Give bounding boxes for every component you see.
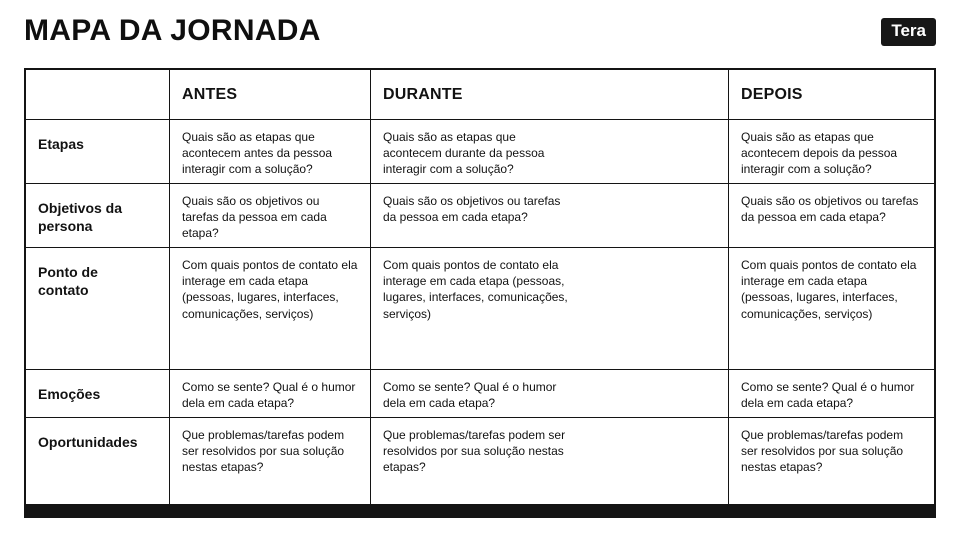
table-cell-oportunidades-durante: Que problemas/tarefas podem ser resolvidos por sua solução nestas etapas? [371,418,729,505]
table-cell-etapas-durante: Quais são as etapas que acontecem durante da pessoa interagir com a solução? [371,120,729,184]
bottom-accent-bar [26,505,934,516]
row-label-objetivos [26,184,170,248]
table-cell-ponto-depois: Com quais pontos de contato ela interage em cada etapa (pessoas, lugares, interfaces, comunicações, serviços) [729,248,934,370]
table-cell-objetivos-durante: Quais são os objetivos ou tarefas da pessoa em cada etapa? [371,184,729,248]
table-cell-ponto-antes: Com quais pontos de contato ela interage em cada etapa (pessoas, lugares, interfaces, comunicações, serviços) [170,248,371,370]
column-header-durante: DURANTE [371,70,729,120]
table-cell-etapas-antes: Quais são as etapas que acontecem antes da pessoa interagir com a solução? [170,120,371,184]
table-cell-ponto-durante: Com quais pontos de contato ela interage em cada etapa (pessoas, lugares, interfaces, comunicações, serviços) [371,248,729,370]
row-label-etapas [26,120,170,184]
row-label-oportunidades [26,418,170,505]
table-cell-objetivos-depois: Quais são os objetivos ou tarefas da pessoa em cada etapa? [729,184,934,248]
row-label-text: Etapas [38,136,84,152]
table-cell-oportunidades-depois: Que problemas/tarefas podem ser resolvidos por sua solução nestas etapas? [729,418,934,505]
table-cell-emocoes-durante: Como se sente? Qual é o humor dela em cada etapa? [371,370,729,418]
row-label-text: Oportunidades [38,434,138,450]
corner-cell [26,70,170,120]
column-header-depois: DEPOIS [729,70,934,120]
row-label-text: Ponto de contato [38,264,98,299]
row-label-text: Emoções [38,386,101,402]
table-cell-objetivos-antes: Quais são os objetivos ou tarefas da pessoa em cada etapa? [170,184,371,248]
row-label-emocoes [26,370,170,418]
slide-header [0,0,960,48]
journey-map-table [24,68,936,518]
table-cell-emocoes-antes: Como se sente? Qual é o humor dela em cada etapa? [170,370,371,418]
tera-logo: Tera [881,18,936,46]
column-header-antes: ANTES [170,70,371,120]
table-cell-etapas-depois: Quais são as etapas que acontecem depois da pessoa interagir com a solução? [729,120,934,184]
row-label-text: Objetivos da persona [38,200,123,235]
table-cell-oportunidades-antes: Que problemas/tarefas podem ser resolvidos por sua solução nestas etapas? [170,418,371,505]
page-title: MAPA DA JORNADA [24,14,321,47]
table-cell-emocoes-depois: Como se sente? Qual é o humor dela em cada etapa? [729,370,934,418]
row-label-ponto-de-contato [26,248,170,370]
